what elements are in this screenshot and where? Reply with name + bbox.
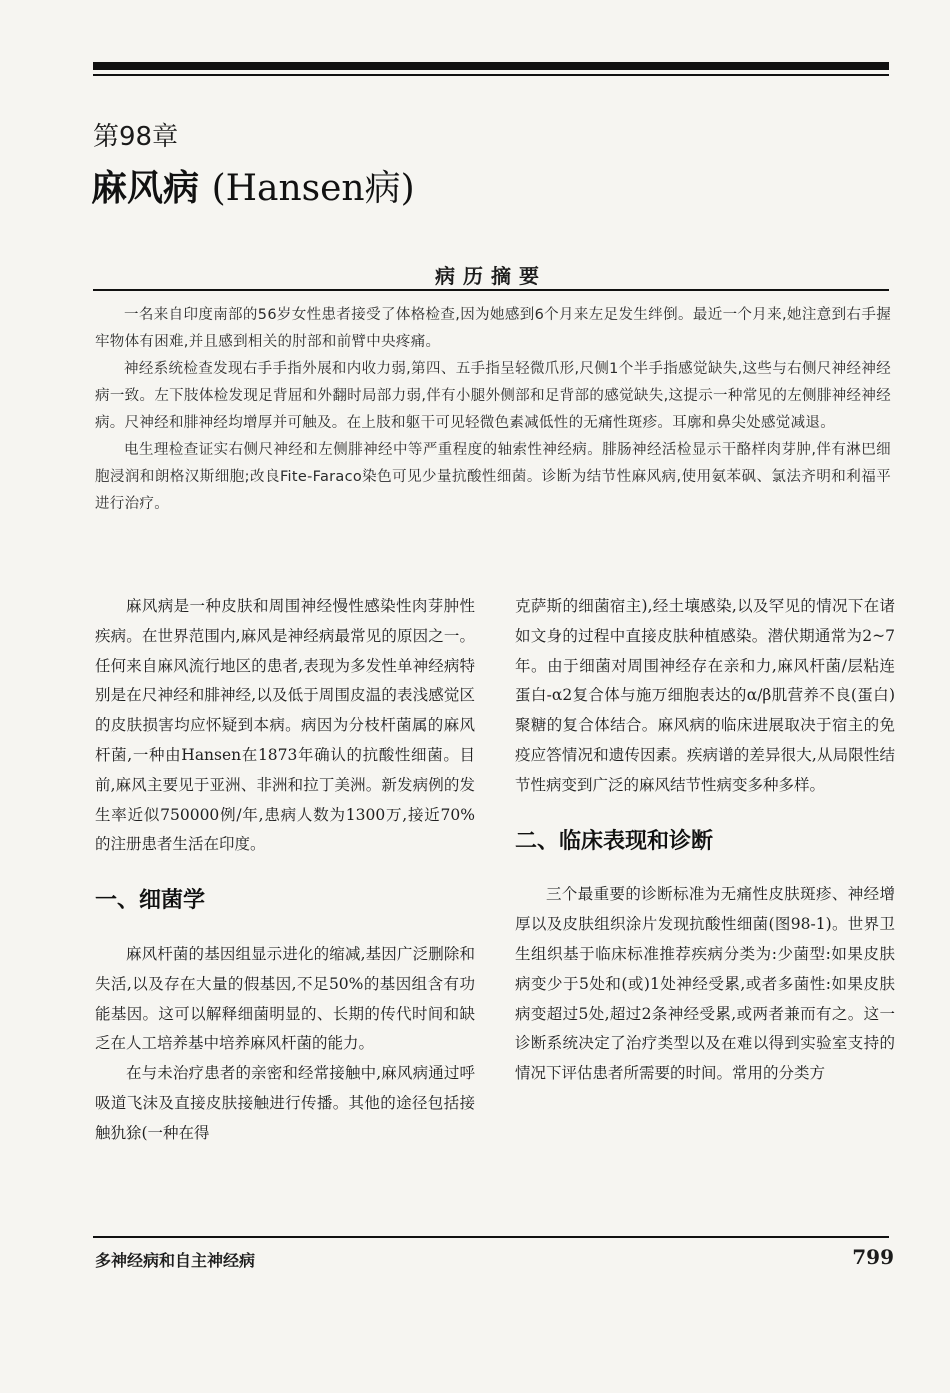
bacteriology-paragraph: 麻风杆菌的基因组显示进化的缩减,基因广泛删除和失活,以及存在大量的假基因,不足50%的基因组含有功能基因。这可以解释细菌明显的、长期的传代时间和缺乏在人工培养基中培养麻风杆菌的能力。 bbox=[95, 944, 475, 1053]
summary-heading: 病历摘要 bbox=[435, 264, 547, 288]
chapter-label: 第98章 bbox=[93, 122, 179, 152]
page-number: 799 bbox=[852, 1245, 894, 1269]
transmission-paragraph: 在与未治疗患者的亲密和经常接触中,麻风病通过呼吸道飞沫及直接皮肤接触进行传播。其他的途径包括接触犰狳(一种在得 bbox=[95, 1064, 475, 1142]
footer-rule bbox=[93, 1236, 889, 1238]
summary-rule bbox=[93, 289, 889, 291]
top-rule-thin bbox=[93, 74, 889, 76]
chapter-title bbox=[91, 160, 415, 211]
section-heading-bacteriology: 一、细菌学 bbox=[95, 888, 206, 914]
top-rule-thick bbox=[93, 62, 889, 70]
intro-paragraph: 麻风病是一种皮肤和周围神经慢性感染性肉芽肿性疾病。在世界范围内,麻风是神经病最常见的原因之一。任何来自麻风流行地区的患者,表现为多发性单神经病特别是在尺神经和腓神经,以及低于周围皮温的表浅感觉区的皮肤损害均应怀疑到本病。病因为分枝杆菌属的麻风杆菌,一种由Hansen在1873年确认的抗酸性细菌。目前,麻风主要见于亚洲、非洲和拉丁美洲。新发病例的发生率近似750000例/年,患病人数为1300万,接近70%的注册患者生活在印度。 bbox=[95, 597, 475, 854]
summary-paragraph: 电生理检查证实右侧尺神经和左侧腓神经中等严重程度的轴索性神经病。腓肠神经活检显示干酪样肉芽肿,伴有淋巴细胞浸润和朗格汉斯细胞;改良Fite-Faraco染色可见少量抗酸性细菌。诊断为结节性麻风病,使用氨苯砜、氯法齐明和利福平进行治疗。 bbox=[95, 442, 891, 512]
continued-paragraph: 克萨斯的细菌宿主),经土壤感染,以及罕见的情况下在诸如文身的过程中直接皮肤种植感染。潜伏期通常为2~7年。由于细菌对周围神经存在亲和力,麻风杆菌/层粘连蛋白-α2复合体与施万细胞表达的α/β肌营养不良(蛋白)聚糖的复合体结合。麻风病的临床进展取决于宿主的免疫应答情况和遗传因素。疾病谱的差异很大,从局限性结节性病变到广泛的麻风结节性病变多种多样。 bbox=[515, 597, 895, 794]
right-column bbox=[515, 592, 895, 1089]
footer-section-title: 多神经病和自主神经病 bbox=[95, 1251, 256, 1270]
summary-paragraph: 一名来自印度南部的56岁女性患者接受了体格检查,因为她感到6个月来左足发生绊倒。最近一个月来,她注意到右手握牢物体有困难,并且感到相关的肘部和前臂中央疼痛。 bbox=[95, 307, 891, 350]
case-summary bbox=[95, 302, 891, 518]
summary-paragraph: 神经系统检查发现右手手指外展和内收力弱,第四、五手指呈轻微爪形,尺侧1个半手指感觉缺失,这些与右侧尺神经神经病一致。左下肢体检发现足背屈和外翻时局部力弱,伴有小腿外侧部和足背部的感觉缺失,这提示一种常见的左侧腓神经神经病。尺神经和腓神经均增厚并可触及。在上肢和躯干可见轻微色素减低性的无痛性斑疹。耳廓和鼻尖处感觉减退。 bbox=[95, 361, 891, 431]
diagnosis-paragraph: 三个最重要的诊断标准为无痛性皮肤斑疹、神经增厚以及皮肤组织涂片发现抗酸性细菌(图98-1)。世界卫生组织基于临床标准推荐疾病分类为:少菌型:如果皮肤病变少于5处和(或)1处神经受累,或者多菌性:如果皮肤病变超过5处,超过2条神经受累,或两者兼而有之。这一诊断系统决定了治疗类型以及在难以得到实验室支持的情况下评估患者所需要的时间。常用的分类方 bbox=[515, 885, 895, 1083]
section-heading-clinical: 二、临床表现和诊断 bbox=[515, 828, 714, 854]
chapter-title-paren: (Hansen病) bbox=[211, 168, 415, 209]
left-column bbox=[95, 592, 475, 1149]
chapter-title-main: 麻风病 bbox=[91, 168, 200, 209]
